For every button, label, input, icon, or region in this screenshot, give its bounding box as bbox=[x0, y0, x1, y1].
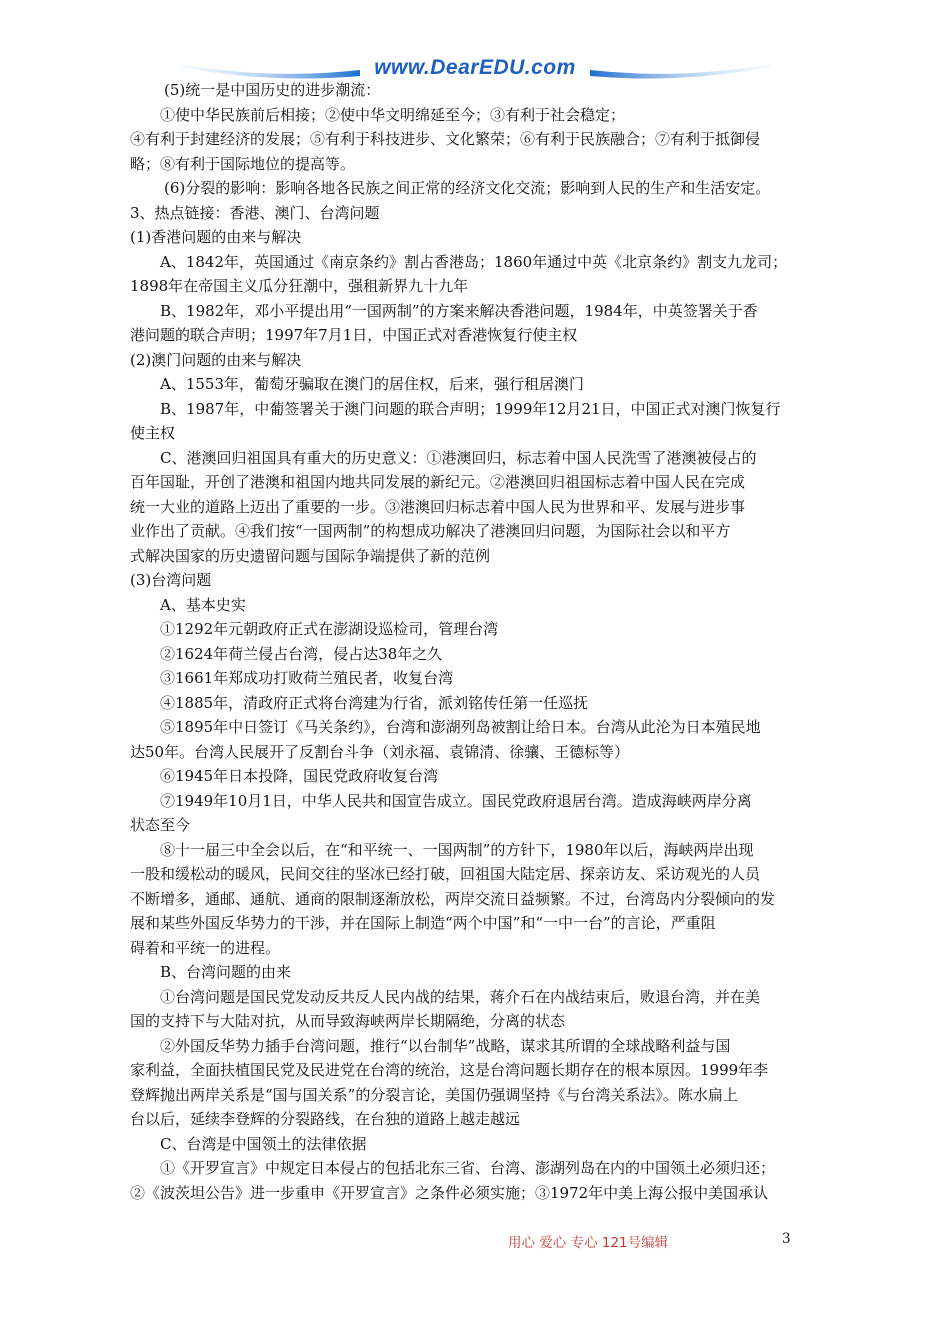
text-line: B、台湾问题的由来 bbox=[160, 963, 292, 981]
text-line: ①台湾问题是国民党发动反共反人民内战的结果，蒋介石在内战结束后，败退台湾，并在美 bbox=[160, 987, 761, 1006]
text-line: ②《波茨坦公告》进一步重申《开罗宣言》之条件必须实施；③1972年中美上海公报中美国承认 bbox=[130, 1183, 769, 1202]
text-line: ①《开罗宣言》中规定日本侵占的包括北东三省、台湾、澎湖列岛在内的中国领土必须归还； bbox=[160, 1159, 776, 1177]
text-line: A、基本史实 bbox=[160, 595, 246, 614]
text-line: ⑧十一届三中全会以后，在“和平统一、一国两制”的方针下，1980年以后，海峡两岸出现 bbox=[160, 840, 754, 859]
site-logo-text: www.DearEDU.com bbox=[374, 56, 576, 79]
text-line: (5)统一是中国历史的进步潮流： bbox=[164, 81, 381, 99]
text-line: 百年国耻，开创了港澳和祖国内地共同发展的新纪元。②港澳回归祖国标志着中国人民在完成 bbox=[130, 473, 746, 491]
text-line: 不断增多，通邮、通航、通商的限制逐渐放松，两岸交流日益频繁。不过，台湾岛内分裂倾向的发 bbox=[130, 889, 776, 908]
text-line: ④1885年，清政府正式将台湾建为行省，派刘铭传任第一任巡抚 bbox=[160, 693, 589, 712]
text-line: 碍着和平统一的进程。 bbox=[130, 938, 281, 957]
text-line: (6)分裂的影响：影响各地各民族之间正常的经济文化交流；影响到人民的生产和生活安定。 bbox=[164, 179, 771, 197]
text-line: ⑦1949年10月1日，中华人民共和国宣告成立。国民党政府退居台湾。造成海峡两岸分离 bbox=[160, 791, 752, 810]
text-line: 国的支持下与大陆对抗，从而导致海峡两岸长期隔绝，分离的状态 bbox=[130, 1012, 566, 1030]
text-line: 达50年。台湾人民展开了反割台斗争（刘永福、袁锦清、徐骧、王德标等） bbox=[130, 742, 630, 761]
text-line: (1)香港问题的由来与解决 bbox=[130, 228, 302, 246]
text-line: ⑤1895年中日签订《马关条约》，台湾和澎湖列岛被割让给日本。台湾从此沦为日本殖民地 bbox=[160, 718, 761, 736]
text-line: 家利益，全面扶植国民党及民进党在台湾的统治，这是台湾问题长期存在的根本原因。1999年李 bbox=[130, 1061, 769, 1079]
text-line: 港问题的联合声明；1997年7月1日，中国正式对香港恢复行使主权 bbox=[130, 326, 578, 344]
footer-editor-note: 用心 爱心 专心 121号编辑 bbox=[508, 1235, 669, 1251]
text-line: 3、热点链接：香港、澳门、台湾问题 bbox=[130, 203, 380, 222]
text-line: ①使中华民族前后相接；②使中华文明绵延至今；③有利于社会稳定； bbox=[160, 105, 626, 124]
text-line: ①1292年元朝政府正式在澎湖设巡检司，管理台湾 bbox=[160, 620, 499, 638]
text-line: ②1624年荷兰侵占台湾，侵占达38年之久 bbox=[160, 644, 443, 663]
text-line: (3)台湾问题 bbox=[130, 571, 212, 589]
text-line: ④有利于封建经济的发展；⑤有利于科技进步、文化繁荣；⑥有利于民族融合；⑦有利于抵御侵 bbox=[130, 130, 761, 148]
text-line: B、1982年，邓小平提出用“一国两制”的方案来解决香港问题，1984年，中英签署关于香 bbox=[160, 301, 758, 320]
text-line: 状态至今 bbox=[130, 816, 191, 834]
text-line: 使主权 bbox=[130, 424, 176, 442]
text-line: 业作出了贡献。④我们按“一国两制”的构想成功解决了港澳回归问题，为国际社会以和平方 bbox=[130, 522, 731, 540]
text-line: A、1842年，英国通过《南京条约》割占香港岛；1860年通过中英《北京条约》割支九龙司； bbox=[160, 252, 788, 271]
text-line: 一股和缓松动的暖风，民间交往的坚冰已经打破，回祖国大陆定居、探亲访友、采访观光的人员 bbox=[130, 865, 761, 883]
text-line: 式解决国家的历史遗留问题与国际争端提供了新的范例 bbox=[130, 546, 491, 565]
text-line: 统一大业的道路上迈出了重要的一步。③港澳回归标志着中国人民为世界和平、发展与进步事 bbox=[130, 497, 746, 516]
text-line: C、港澳回归祖国具有重大的历史意义：①港澳回归，标志着中国人民洗雪了港澳被侵占的 bbox=[160, 448, 757, 467]
page-number: 3 bbox=[782, 1231, 791, 1247]
text-line: 展和某些外国反华势力的干涉，并在国际上制造“两个中国”和“一中一台”的言论，严重阻 bbox=[130, 914, 716, 932]
text-line: 1898年在帝国主义瓜分狂潮中，强租新界九十九年 bbox=[130, 277, 469, 295]
text-line: (2)澳门问题的由来与解决 bbox=[130, 350, 302, 369]
text-line: B、1987年，中葡签署关于澳门问题的联合声明；1999年12月21日，中国正式对澳门恢复行 bbox=[160, 399, 781, 418]
text-line: A、1553年，葡萄牙骗取在澳门的居住权，后来，强行租居澳门 bbox=[160, 375, 585, 393]
text-line: 登辉抛出两岸关系是“国与国关系”的分裂言论，美国仍强调坚持《与台湾关系法》。陈水扁上 bbox=[130, 1085, 738, 1104]
text-line: ⑥1945年日本投降，国民党政府收复台湾 bbox=[160, 767, 439, 785]
text-line: ③1661年郑成功打败荷兰殖民者，收复台湾 bbox=[160, 669, 454, 687]
text-line: C、台湾是中国领土的法律依据 bbox=[160, 1134, 367, 1153]
document-body bbox=[130, 78, 830, 1205]
text-line: 台以后，延续李登辉的分裂路线，在台独的道路上越走越远 bbox=[130, 1110, 521, 1128]
text-line: 略；⑧有利于国际地位的提高等。 bbox=[130, 154, 356, 173]
text-line: ②外国反华势力插手台湾问题，推行“以台制华”战略，谋求其所谓的全球战略利益与国 bbox=[160, 1036, 731, 1055]
